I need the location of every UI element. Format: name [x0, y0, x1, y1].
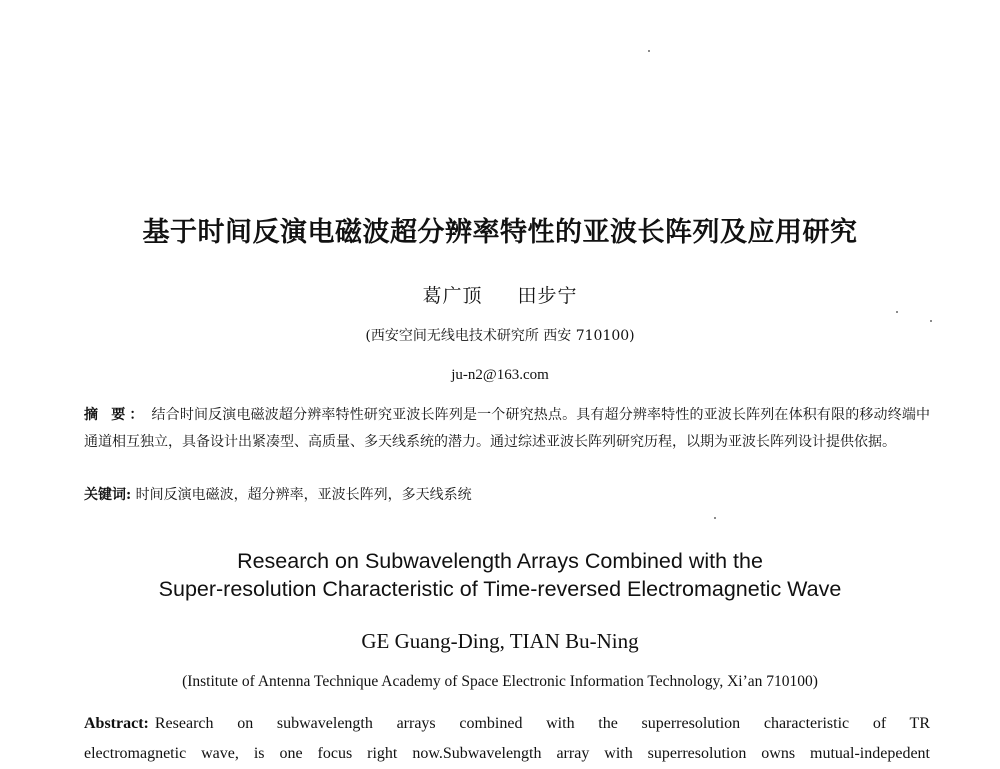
abstract-label: 摘 要： [84, 407, 148, 423]
abstract-text: 结合时间反演电磁波超分辨率特性研究亚波长阵列是一个研究热点。具有超分辨率特性的亚波长阵列在体积有限的移动终端中通道相互独立，具备设计出紧凑型、高质量、多天线系统的潜力。通过综述亚波长阵列研究历程，以期为亚波长阵列设计提供依据。 [84, 407, 931, 450]
chinese-affiliation: (西安空间无线电技术研究所 西安 710100) [365, 328, 635, 344]
scan-speck [896, 311, 898, 313]
keywords-label: 关键词: [84, 487, 132, 503]
english-title-line-1: Research on Subwavelength Arrays Combined with the [237, 549, 763, 573]
english-abstract [84, 709, 930, 769]
scan-speck [930, 320, 932, 322]
author-1: 葛广顶 [422, 285, 483, 307]
english-authors: GE Guang-Ding, TIAN Bu-Ning [361, 629, 639, 653]
english-abstract-line-1-text: Research on subwavelength arrays combined with the superresolution characteristic of TR [154, 715, 930, 732]
english-affiliation: (Institute of Antenna Technique Academy of Space Electronic Information Technology, Xi’an 710100) [182, 673, 818, 690]
english-abstract-label: Abstract: [84, 715, 149, 732]
chinese-authors [0, 281, 1000, 308]
english-abstract-line-1 [84, 709, 930, 739]
chinese-keywords [84, 484, 930, 506]
english-title [0, 547, 1000, 603]
keywords-text: 时间反演电磁波，超分辨率，亚波长阵列，多天线系统 [135, 487, 472, 503]
author-email: ju-n2@163.com [451, 367, 549, 383]
chinese-abstract [84, 402, 930, 456]
chinese-title: 基于时间反演电磁波超分辨率特性的亚波长阵列及应用研究 [142, 217, 858, 248]
english-abstract-line-2: electromagnetic wave, is one focus right now.Subwavelength array with superresolution owns mutual-indepedent [84, 745, 930, 762]
english-title-line-2: Super-resolution Characteristic of Time-reversed Electromagnetic Wave [158, 577, 842, 601]
scan-speck [648, 50, 650, 52]
author-2: 田步宁 [517, 285, 578, 307]
scan-speck [714, 517, 716, 519]
